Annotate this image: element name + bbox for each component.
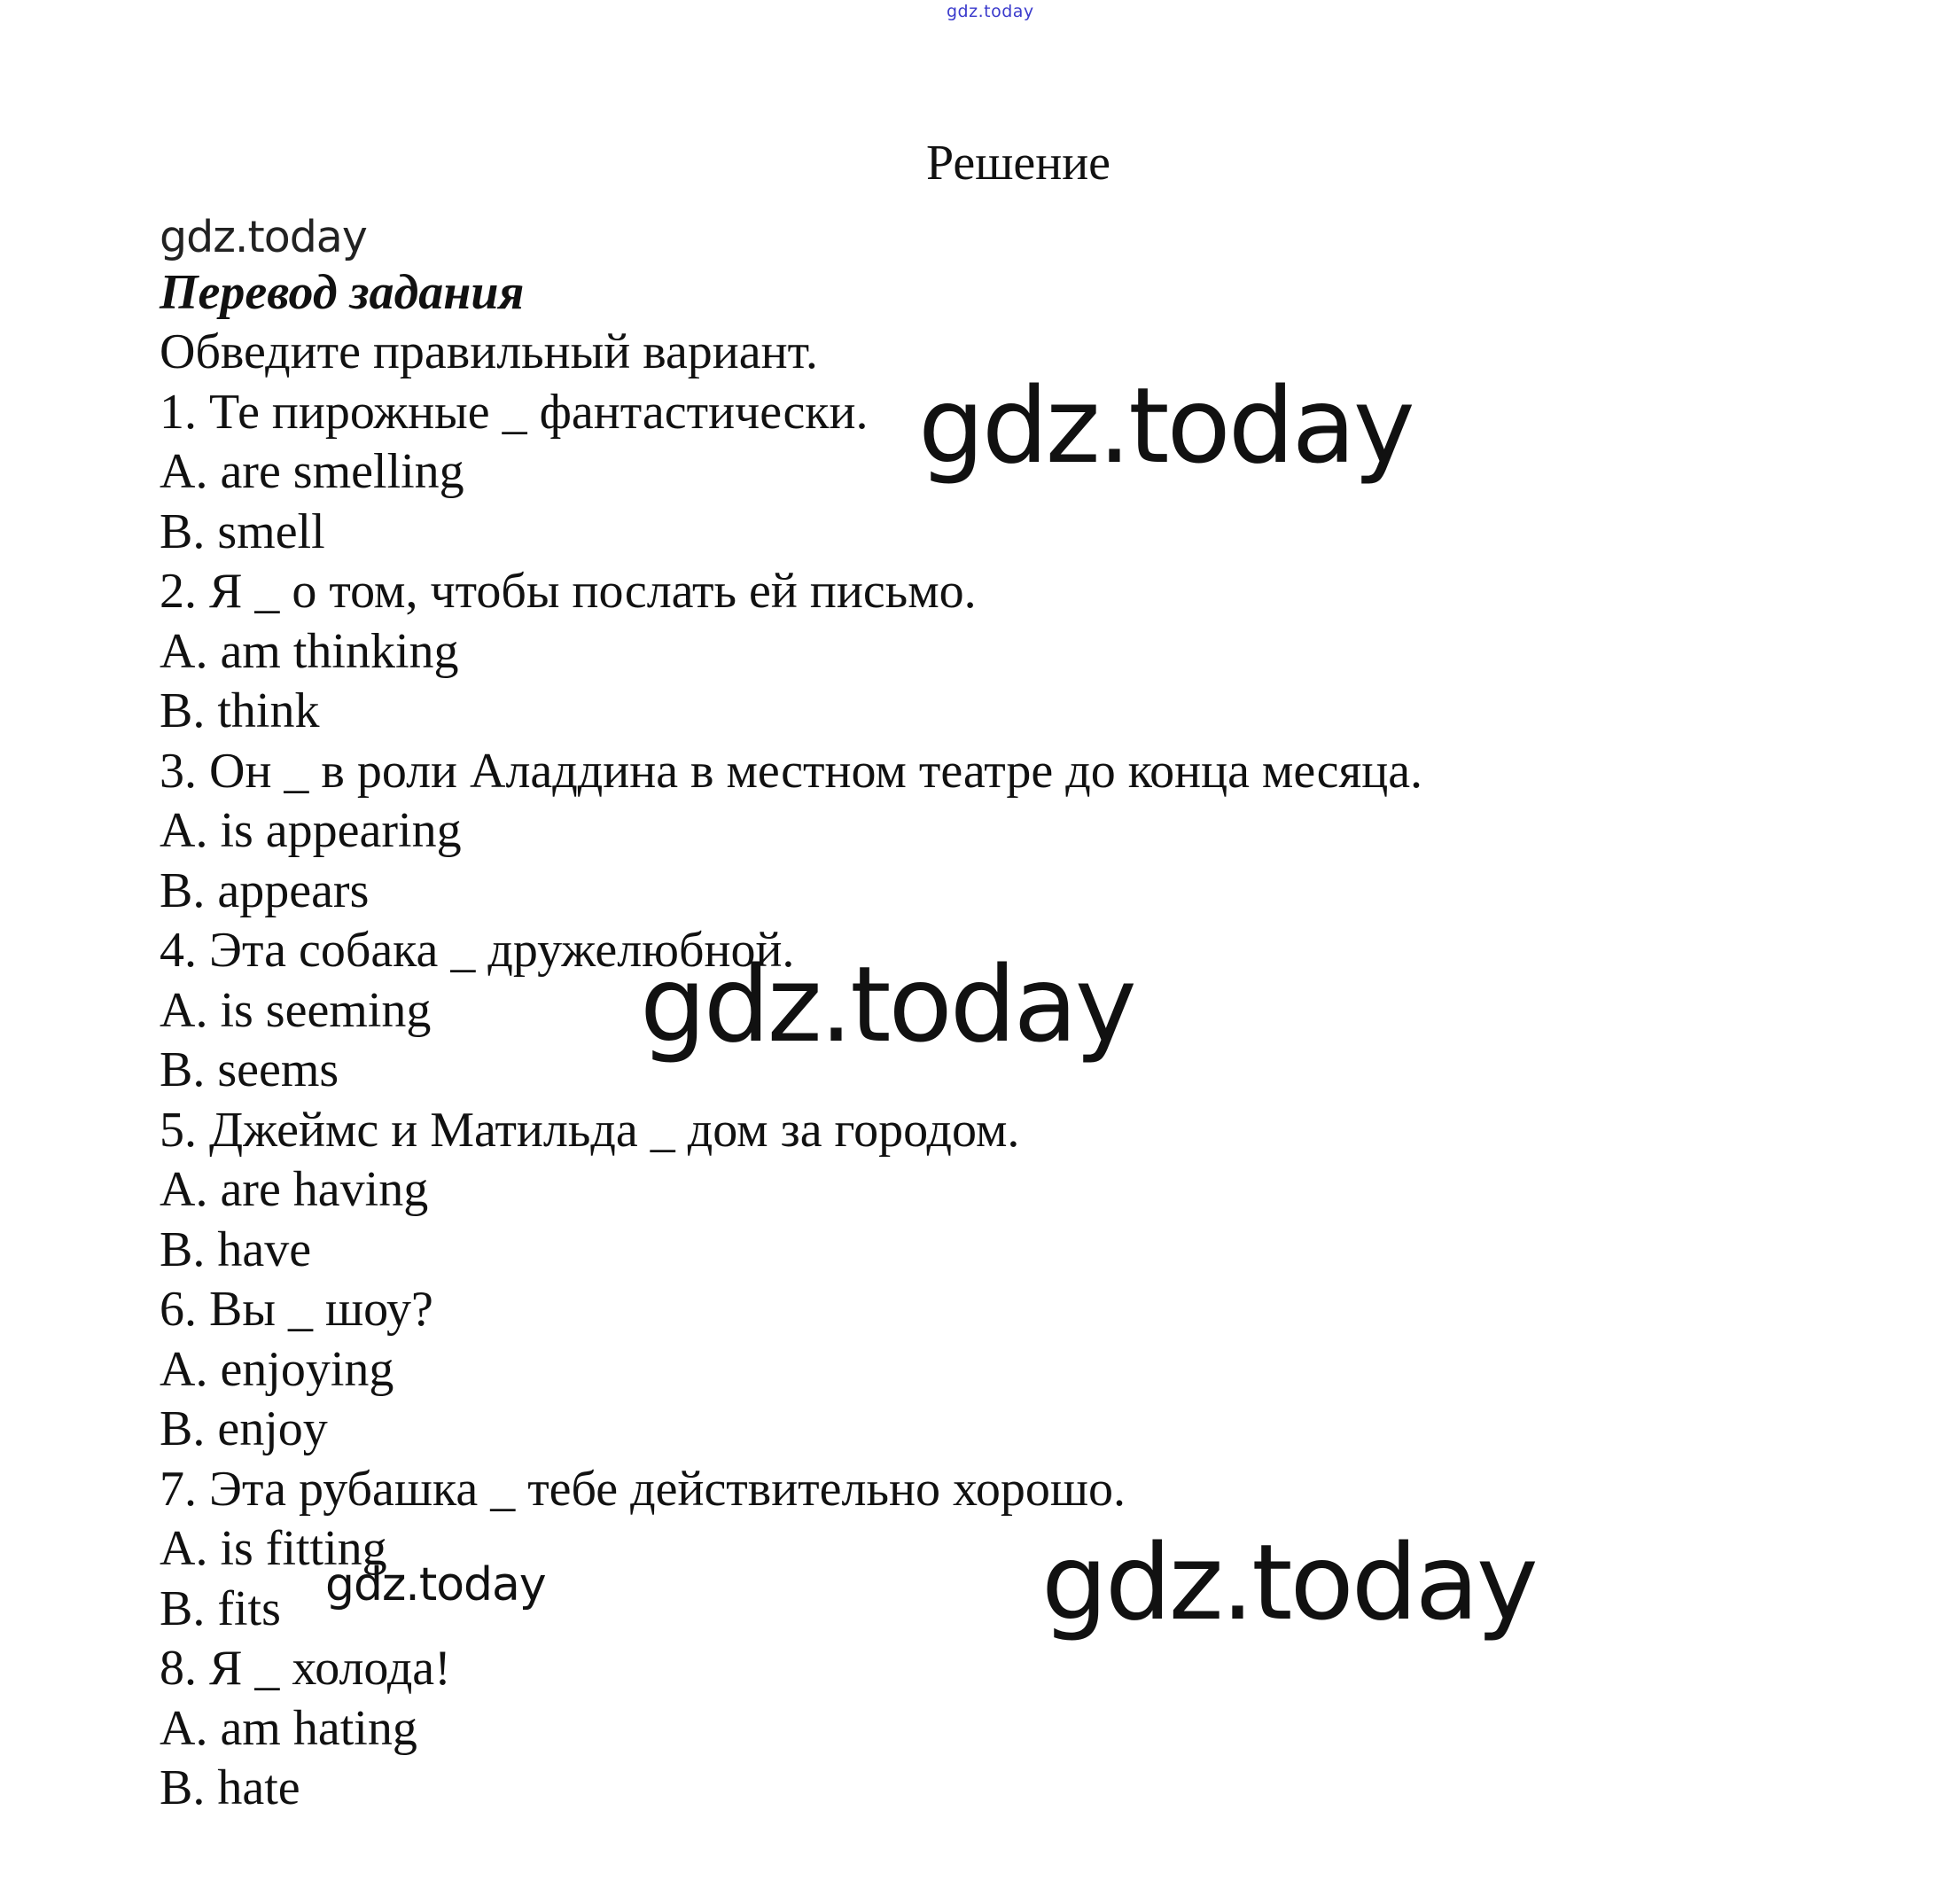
watermark-4: gdz.today: [325, 1558, 546, 1611]
option-4a: A. is seeming: [160, 982, 432, 1038]
option-1a: A. are smelling: [160, 444, 464, 499]
option-5a: A. are having: [160, 1162, 429, 1217]
option-2a: A. am thinking: [160, 623, 459, 679]
option-5b: B. have: [160, 1221, 312, 1277]
watermark-1: gdz.today: [918, 364, 1413, 487]
option-6a: A. enjoying: [160, 1341, 394, 1397]
option-3b: B. appears: [160, 862, 370, 918]
option-2b: B. think: [160, 683, 320, 738]
option-4b: B. seems: [160, 1042, 339, 1097]
option-7a: A. is fitting: [160, 1521, 387, 1576]
top-watermark: gdz.today: [947, 2, 1034, 21]
question-8: 8. Я _ холода!: [160, 1641, 451, 1696]
site-watermark: gdz.today: [160, 212, 367, 262]
instruction: Обведите правильный вариант.: [160, 324, 818, 379]
question-5: 5. Джеймс и Матильда _ дом за городом.: [160, 1102, 1020, 1158]
option-3a: A. is appearing: [160, 803, 462, 858]
page-title: Решение: [926, 136, 1111, 191]
option-8a: A. am hating: [160, 1700, 417, 1756]
question-1: 1. Те пирожные _ фантастически.: [160, 384, 869, 440]
question-4: 4. Эта собака _ дружелюбной.: [160, 923, 795, 978]
question-6: 6. Вы _ шоу?: [160, 1282, 433, 1337]
task-title: Перевод задания: [160, 265, 525, 320]
option-1b: B. smell: [160, 503, 325, 559]
question-7: 7. Эта рубашка _ тебе действительно хорошо.: [160, 1461, 1126, 1517]
option-6b: B. enjoy: [160, 1401, 328, 1456]
watermark-3: gdz.today: [1041, 1521, 1536, 1643]
question-3: 3. Он _ в роли Аладдина в местном театре до конца месяца.: [160, 743, 1423, 799]
question-2: 2. Я _ о том, чтобы послать ей письмо.: [160, 564, 977, 619]
watermark-2: gdz.today: [640, 943, 1134, 1065]
option-8b: B. hate: [160, 1760, 300, 1815]
option-7b: B. fits: [160, 1580, 281, 1636]
